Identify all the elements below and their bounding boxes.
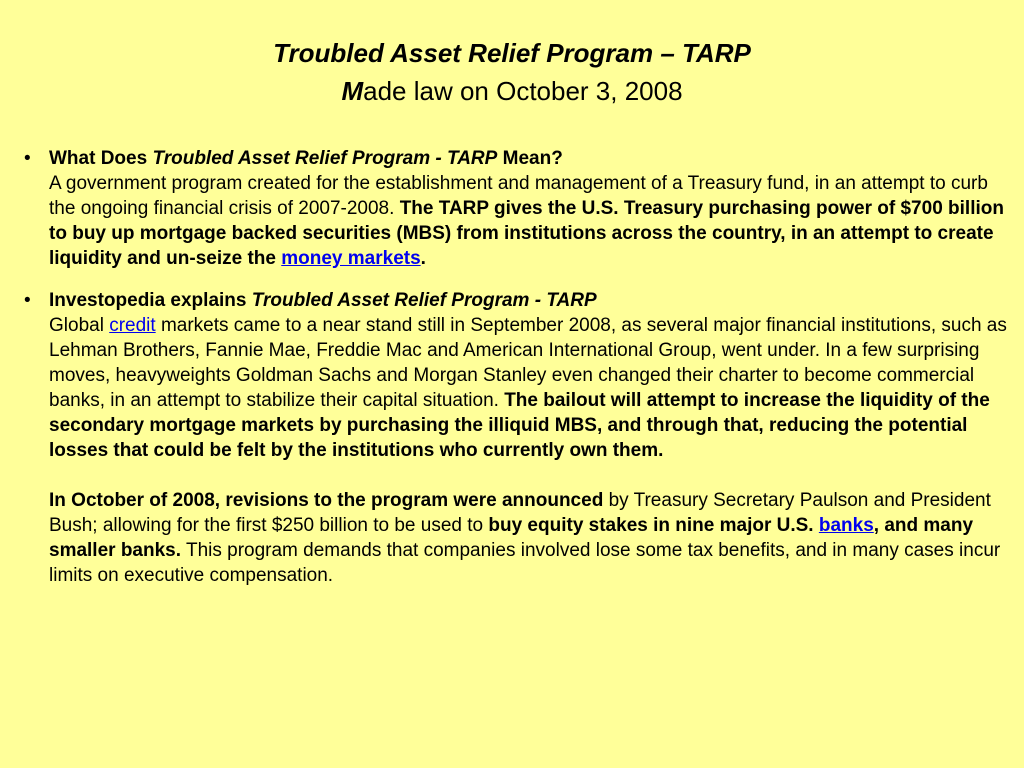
bullet-1-heading-italic: Troubled Asset Relief Program - TARP	[152, 148, 498, 169]
bullet-2-heading-prefix: Investopedia explains	[49, 290, 252, 311]
bullet-2-p2-text-2: This program demands that companies involved lose some tax benefits, and in many cases incur limits on executive compensation.	[49, 540, 1001, 586]
bullet-2-paragraph-2	[49, 488, 1014, 588]
bullet-dot: •	[24, 290, 31, 311]
slide-title	[0, 34, 1024, 110]
bullet-what-does-tarp-mean	[24, 146, 1014, 271]
banks-link[interactable]: banks	[818, 515, 874, 536]
bullet-1-bold-part: The TARP gives the U.S. Treasury purchasing power of $700 billion to buy up mortgage backed securities (MBS) from institutions across the country, in an attempt to create liquidity and un-seize the	[49, 198, 1004, 269]
bullet-dot: •	[24, 148, 31, 169]
bullet-1-heading	[49, 146, 1014, 171]
bullet-2-p2-bold-3: , and many smaller banks.	[49, 515, 974, 561]
bullet-2-p1-pre: Global	[49, 315, 110, 336]
bullet-2-paragraph-1	[49, 313, 1014, 463]
bullet-2-heading	[49, 288, 1014, 313]
slide-content	[24, 146, 1014, 588]
credit-link[interactable]: credit	[109, 315, 156, 336]
bullet-2-p2-text-1: by Treasury Secretary Paulson and President Bush; allowing for the first $250 billion to be used to	[49, 490, 991, 536]
bullet-1-heading-prefix: What Does	[49, 148, 153, 169]
title-line-2-rest: ade law on October 3, 2008	[363, 76, 683, 106]
bullet-2-p1-bold: The bailout will attempt to increase the liquidity of the secondary mortgage markets by purchasing the illiquid MBS, and through that, reducing the potential losses that could be felt by the institutions who currently own them.	[49, 390, 990, 461]
bullet-investopedia-explains	[24, 288, 1014, 588]
bullet-2-p1-text: markets came to a near stand still in September 2008, as several major financial institutions, such as Lehman Brothers, Fannie Mae, Freddie Mac and American International Group, went under. In a few surprising moves, heavyweights Goldman Sachs and Morgan Stanley even changed their charter to become commercial banks, in an attempt to stabilize their capital situation.	[49, 315, 1007, 411]
bullet-2-p2-bold-2: buy equity stakes in nine major U.S.	[488, 515, 819, 536]
title-line-2	[0, 72, 1024, 110]
bullet-1-bold-end: .	[420, 248, 426, 269]
bullet-1-body	[49, 171, 1014, 271]
bullet-1-heading-suffix: Mean?	[497, 148, 563, 169]
bullet-2-p2-bold-1: In October of 2008, revisions to the program were announced	[49, 490, 604, 511]
money-markets-link[interactable]: money markets	[281, 248, 421, 269]
bullet-2-heading-italic: Troubled Asset Relief Program - TARP	[251, 290, 597, 311]
title-line-1: Troubled Asset Relief Program – TARP	[273, 38, 751, 68]
title-line-2-initial: M	[341, 76, 364, 106]
paragraph-gap	[49, 463, 1014, 488]
bullet-1-text: A government program created for the establishment and management of a Treasury fund, in an attempt to curb the ongoing financial crisis of 2007-2008.	[49, 173, 988, 219]
